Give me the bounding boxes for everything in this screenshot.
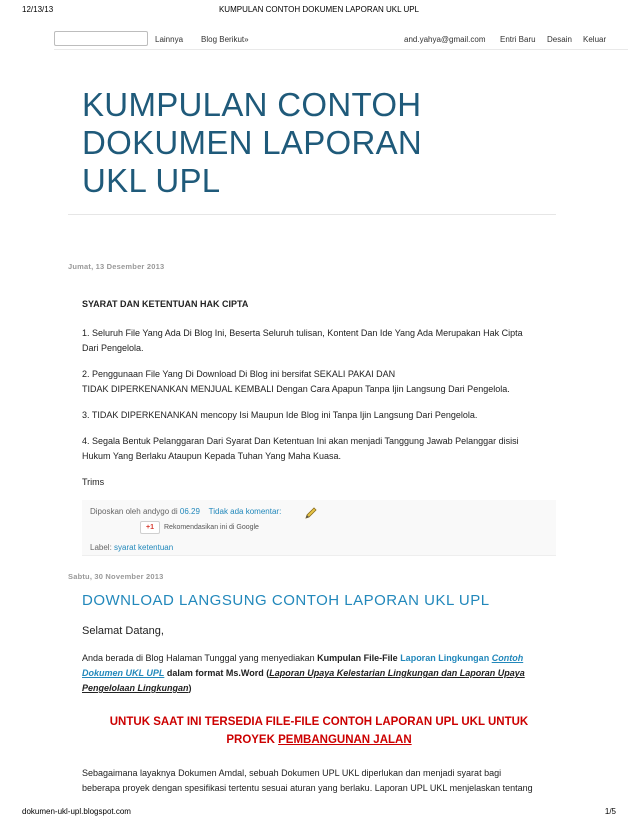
comments-link[interactable]: Tidak ada komentar:	[208, 507, 282, 516]
blogger-navbar	[0, 29, 638, 51]
print-date: 12/13/13	[22, 5, 54, 14]
paragraph-line: 4. Segala Bentuk Pelanggaran Dari Syarat Dan Ketentuan Ini akan menjadi Tanggung Jawab Pelanggar disisi	[82, 436, 519, 446]
design-link[interactable]: Desain	[547, 35, 572, 44]
post-intro	[82, 651, 572, 696]
blog-title-line: UKL UPL	[82, 162, 221, 199]
heading-line: PROYEK	[226, 734, 279, 746]
more-menu-link[interactable]: Lainnya	[155, 35, 184, 44]
blog-title[interactable]	[82, 86, 562, 200]
label-link[interactable]: syarat ketentuan	[114, 543, 174, 552]
post-paragraph	[82, 434, 562, 464]
paragraph-line: Sebagaimana layaknya Dokumen Amdal, sebuah Dokumen UPL UKL diperlukan dan menjadi syarat bagi	[82, 768, 502, 778]
paragraph-line: Hukum Yang Berlaku Ataupun Kepada Tuhan Yang Maha Kuasa.	[82, 451, 342, 461]
heading-line: UNTUK SAAT INI TERSEDIA FILE-FILE CONTOH LAPORAN UPL UKL UNTUK	[109, 716, 529, 728]
print-url: dokumen-ukl-upl.blogspot.com	[22, 807, 131, 816]
post-greeting: Selamat Datang,	[82, 625, 164, 637]
logout-link[interactable]: Keluar	[583, 35, 607, 44]
post-heading: SYARAT DAN KETENTUAN HAK CIPTA	[82, 299, 249, 309]
intro-bold: Kumpulan File-File	[317, 653, 401, 663]
post-footer-byline	[90, 507, 564, 516]
availability-heading	[82, 713, 556, 749]
search-input[interactable]	[54, 31, 148, 46]
at-word: di	[171, 507, 178, 516]
edit-pencil-icon[interactable]	[304, 506, 318, 520]
post-labels	[90, 543, 564, 552]
next-blog-link[interactable]: Blog Berikut»	[201, 35, 249, 44]
navbar-divider	[54, 49, 628, 50]
labels-prefix: Label:	[90, 543, 112, 552]
recommend-text: Rekomendasikan ini di Google	[164, 524, 259, 531]
print-header	[0, 5, 638, 17]
posted-by-prefix: Diposkan oleh	[90, 507, 141, 516]
new-post-link[interactable]: Entri Baru	[500, 35, 536, 44]
post-date-header: Jumat, 13 Desember 2013	[68, 262, 165, 271]
pembangunan-jalan-link[interactable]: PEMBANGUNAN JALAN	[278, 734, 412, 746]
print-footer	[0, 807, 638, 819]
paragraph-line: 2. Penggunaan File Yang Di Download Di Blog ini bersifat SEKALI PAKAI DAN	[82, 369, 396, 379]
laporan-upaya-link[interactable]: Laporan Upaya Kelestarian Lingkungan dan Laporan Upaya	[269, 668, 525, 678]
title-divider	[68, 214, 556, 215]
pengelolaan-link[interactable]: Pengelolaan Lingkungan	[82, 683, 189, 693]
paragraph-line: Dari Pengelola.	[82, 343, 144, 353]
post-title-link[interactable]: DOWNLOAD LANGSUNG CONTOH LAPORAN UKL UPL	[82, 592, 490, 609]
intro-bold: )	[188, 683, 192, 693]
print-page-number: 1/5	[604, 807, 616, 816]
dokumen-ukl-upl-link[interactable]: Dokumen UKL UPL	[82, 668, 165, 678]
post-paragraph	[82, 326, 562, 356]
post-date-header: Sabtu, 30 November 2013	[68, 572, 164, 581]
post-body	[82, 766, 572, 796]
post-paragraph: 3. TIDAK DIPERKENANKAN mencopy Isi Maupun Ide Blog ini Tanpa Ijin Langsung Dari Pengelola.	[82, 410, 478, 420]
google-plus-one-button[interactable]: +1	[140, 521, 160, 534]
paragraph-line: TIDAK DIPERKENANKAN MENJUAL KEMBALI Dengan Cara Apapun Tanpa Ijin Langsung Dari Pengelola.	[82, 384, 510, 394]
paragraph-line: beberapa proyek dengan spesifikasi tertentu sesuai aturan yang berlaku. Laporan UPL UKL menjelaskan tentang	[82, 783, 533, 793]
post-time-link[interactable]: 06.29	[179, 507, 200, 516]
author-link[interactable]: andygo	[142, 507, 170, 516]
laporan-lingkungan-link[interactable]: Laporan Lingkungan	[400, 653, 490, 663]
intro-text: Anda berada di Blog Halaman Tunggal yang menyediakan	[82, 653, 318, 663]
blog-title-line: DOKUMEN LAPORAN	[82, 124, 423, 161]
blog-title-line: KUMPULAN CONTOH	[82, 86, 422, 123]
user-email[interactable]: and.yahya@gmail.com	[404, 35, 486, 44]
post-closing: Trims	[82, 477, 105, 487]
intro-bold: dalam format Ms.Word (	[164, 668, 270, 678]
contoh-link[interactable]: Contoh	[491, 653, 524, 663]
print-title: KUMPULAN CONTOH DOKUMEN LAPORAN UKL UPL	[218, 5, 420, 14]
paragraph-line: 1. Seluruh File Yang Ada Di Blog Ini, Beserta Seluruh tulisan, Kontent Dan Ide Yang Ada Merupakan Hak Cipta	[82, 328, 523, 338]
post-paragraph	[82, 367, 562, 397]
